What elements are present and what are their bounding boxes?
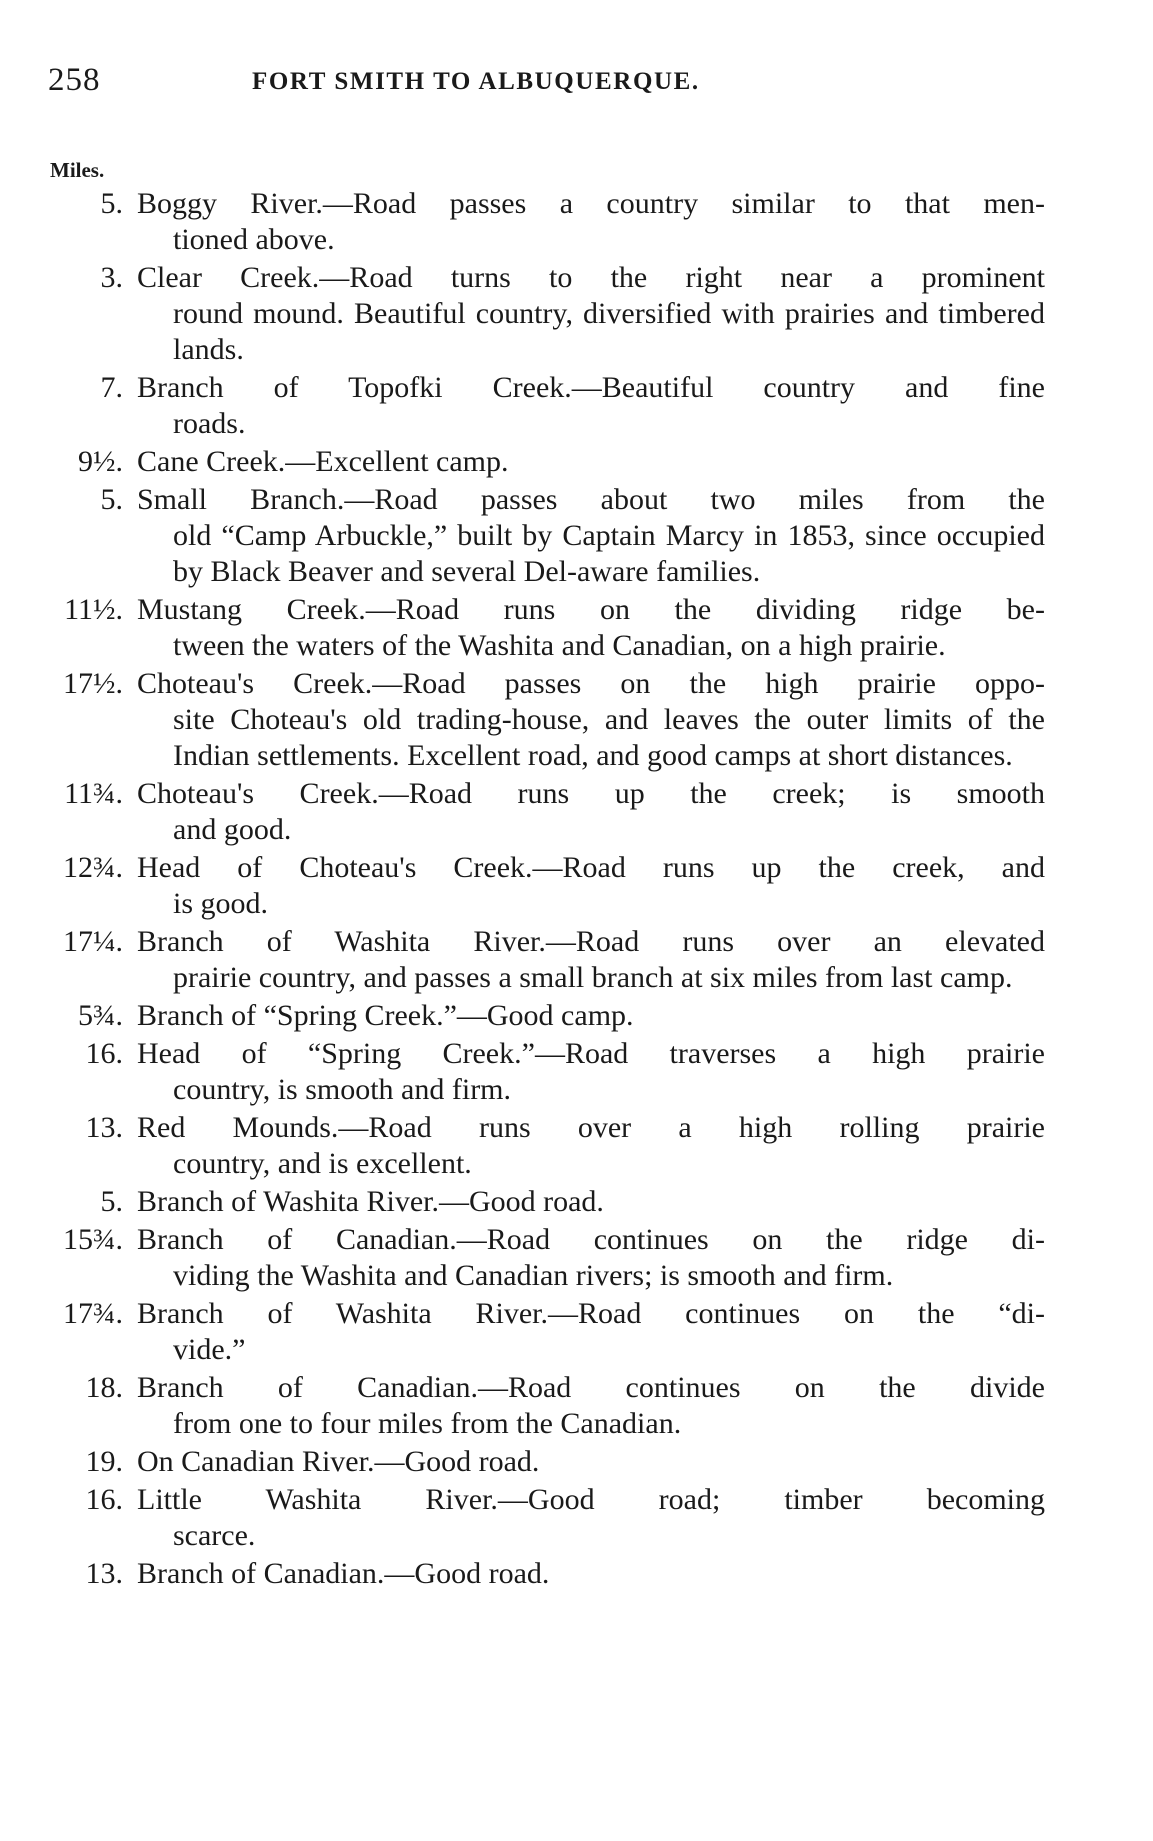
running-head: FORT SMITH TO ALBUQUERQUE. (252, 68, 700, 95)
entry-miles: 5. (100, 1185, 123, 1218)
entry-first-line: On Canadian River.—Good road. (137, 1445, 540, 1478)
entry-continuation: viding the Washita and Canadian rivers; is smooth and firm. (173, 1259, 894, 1292)
entry-description (137, 1556, 1045, 1592)
entry-description (137, 260, 1045, 368)
entry-description (137, 924, 1045, 996)
entry-description (137, 370, 1045, 442)
itinerary-entry (0, 592, 1153, 664)
entry-first-line: Boggy River.—Road passes a country similar to that men- (137, 187, 1045, 220)
itinerary-entry (0, 1036, 1153, 1108)
itinerary-entry (0, 998, 1153, 1034)
entry-miles: 9½. (78, 445, 123, 478)
itinerary-entry (0, 1184, 1153, 1220)
entry-first-line: Branch of Washita River.—Good road. (137, 1185, 604, 1218)
page-number: 258 (48, 62, 101, 98)
entry-miles: 11½. (64, 593, 123, 626)
entry-description (137, 482, 1045, 590)
entry-continuation: from one to four miles from the Canadian. (173, 1407, 682, 1440)
entry-continuation: is good. (173, 887, 269, 920)
itinerary-entry (0, 1556, 1153, 1592)
entry-description (137, 1184, 1045, 1220)
page-header (48, 62, 1048, 112)
entry-first-line: Red Mounds.—Road runs over a high rolling prairie (137, 1111, 1045, 1144)
entry-continuation: roads. (173, 407, 246, 440)
entry-first-line: Cane Creek.—Excellent camp. (137, 445, 509, 478)
entry-first-line: Small Branch.—Road passes about two miles from the (137, 483, 1045, 516)
itinerary-entry (0, 1222, 1153, 1294)
entry-description (137, 1222, 1045, 1294)
itinerary-entry (0, 666, 1153, 774)
itinerary-list (0, 186, 1153, 1594)
entry-description (137, 1444, 1045, 1480)
entry-miles: 7. (100, 371, 123, 404)
itinerary-entry (0, 260, 1153, 368)
entry-continuation: scarce. (173, 1519, 256, 1552)
entry-miles: 17½. (63, 667, 123, 700)
entry-description (137, 1110, 1045, 1182)
entry-continuation: country, is smooth and firm. (173, 1073, 512, 1106)
entry-continuation: site Choteau's old trading-house, and leaves the outer limits of the Indian settlements. Excellent road, and good camps at short distances. (173, 703, 1045, 772)
entry-first-line: Branch of Canadian.—Road continues on the ridge di- (137, 1223, 1045, 1256)
entry-miles: 17¼. (63, 925, 123, 958)
entry-continuation: country, and is excellent. (173, 1147, 472, 1180)
entry-first-line: Clear Creek.—Road turns to the right near a prominent (137, 261, 1045, 294)
entry-continuation: prairie country, and passes a small branch at six miles from last camp. (173, 961, 1013, 994)
entry-first-line: Mustang Creek.—Road runs on the dividing ridge be- (137, 593, 1045, 626)
itinerary-entry (0, 370, 1153, 442)
entry-miles: 18. (85, 1371, 123, 1404)
entry-first-line: Branch of “Spring Creek.”—Good camp. (137, 999, 634, 1032)
entry-continuation: and good. (173, 813, 292, 846)
entry-continuation: vide.” (173, 1333, 246, 1366)
entry-miles: 16. (85, 1483, 123, 1516)
entry-first-line: Branch of Canadian.—Road continues on the divide (137, 1371, 1045, 1404)
entry-description (137, 1482, 1045, 1554)
itinerary-entry (0, 482, 1153, 590)
itinerary-entry (0, 1110, 1153, 1182)
itinerary-entry (0, 444, 1153, 480)
entry-continuation: tween the waters of the Washita and Canadian, on a high prairie. (173, 629, 946, 662)
entry-description (137, 776, 1045, 848)
itinerary-entry (0, 924, 1153, 996)
entry-first-line: Head of Choteau's Creek.—Road runs up the creek, and (137, 851, 1045, 884)
entry-description (137, 998, 1045, 1034)
entry-miles: 5. (100, 187, 123, 220)
entry-miles: 17¾. (63, 1297, 123, 1330)
entry-continuation: old “Camp Arbuckle,” built by Captain Marcy in 1853, since occupied by Black Beaver and several Del-aware families. (173, 519, 1045, 588)
entry-miles: 5¾. (78, 999, 123, 1032)
entry-description (137, 1370, 1045, 1442)
entry-continuation: tioned above. (173, 223, 335, 256)
entry-continuation: round mound. Beautiful country, diversified with prairies and timbered lands. (173, 297, 1045, 366)
entry-first-line: Choteau's Creek.—Road passes on the high prairie oppo- (137, 667, 1045, 700)
entry-miles: 12¾. (63, 851, 123, 884)
itinerary-entry (0, 1370, 1153, 1442)
itinerary-entry (0, 186, 1153, 258)
itinerary-entry (0, 1482, 1153, 1554)
entry-first-line: Branch of Canadian.—Good road. (137, 1557, 550, 1590)
entry-miles: 15¾. (63, 1223, 123, 1256)
entry-first-line: Branch of Washita River.—Road runs over an elevated (137, 925, 1045, 958)
entry-miles: 19. (85, 1445, 123, 1478)
entry-miles: 11¾. (64, 777, 123, 810)
entry-first-line: Branch of Topofki Creek.—Beautiful country and fine (137, 371, 1045, 404)
entry-miles: 13. (85, 1557, 123, 1590)
entry-description (137, 1036, 1045, 1108)
itinerary-entry (0, 850, 1153, 922)
entry-miles: 3. (100, 261, 123, 294)
entry-first-line: Little Washita River.—Good road; timber becoming (137, 1483, 1045, 1516)
entry-miles: 13. (85, 1111, 123, 1144)
entry-description (137, 186, 1045, 258)
entry-description (137, 1296, 1045, 1368)
itinerary-entry (0, 1444, 1153, 1480)
entry-description (137, 444, 1045, 480)
entry-first-line: Head of “Spring Creek.”—Road traverses a high prairie (137, 1037, 1045, 1070)
entry-miles: 16. (85, 1037, 123, 1070)
entry-first-line: Choteau's Creek.—Road runs up the creek; is smooth (137, 777, 1045, 810)
entry-first-line: Branch of Washita River.—Road continues on the “di- (137, 1297, 1045, 1330)
entry-description (137, 592, 1045, 664)
entry-description (137, 666, 1045, 774)
entry-description (137, 850, 1045, 922)
entry-miles: 5. (100, 483, 123, 516)
miles-column-label: Miles. (50, 158, 105, 182)
itinerary-entry (0, 776, 1153, 848)
itinerary-entry (0, 1296, 1153, 1368)
